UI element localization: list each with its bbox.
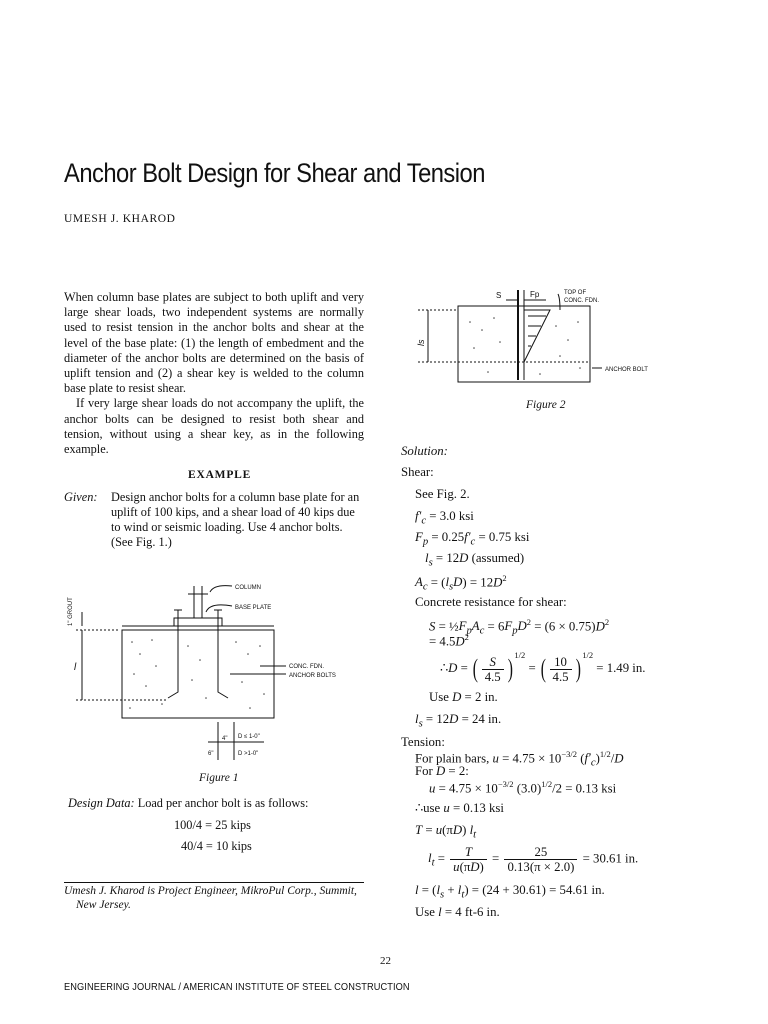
eq-lt-result: = 30.61 in. — [582, 851, 639, 866]
footnote-line-1: Umesh J. Kharod is Project Engineer, MikroPul Corp., Summit, — [64, 885, 357, 897]
article-title: Anchor Bolt Design for Shear and Tension — [64, 158, 485, 188]
eq-fp-mid: = 0.25 — [428, 530, 465, 544]
eq-u-value: /2 = 0.13 ksi — [552, 781, 617, 796]
eq-fp: $F_p = 0.25f'_c = 0.75$ ksi — [415, 530, 530, 548]
eq-l-value: ) = (24 + 30.61) = 54.61 in. — [464, 883, 605, 897]
base-plate-shape — [174, 618, 222, 626]
eq-d: ∴D = ( $\frac{S}{4.5}$ ) $^{1/2}$ = ( $\frac{10}{4.5}$ ) $^{1/2}$ = 1.49 in. — [440, 650, 646, 684]
design-data-row-1: 100/4 = 25 kips — [174, 818, 251, 832]
for-d: For D = 2: — [415, 764, 469, 778]
eq-ls-note: (assumed) — [468, 551, 525, 565]
figure-1-caption: Figure 1 — [199, 772, 239, 784]
eq-ac-value: = 12 — [466, 575, 494, 590]
anchor-bolt-left — [168, 610, 178, 698]
eq-ls-final-value: = 24 in. — [458, 712, 502, 726]
fig1-dim-4in: 4" — [222, 736, 228, 742]
fig2-top-of-label: TOP OF — [564, 290, 587, 296]
fig2-fp-label: Fp — [530, 290, 540, 299]
eq-u-start: = 4.75 × 10 — [435, 781, 498, 796]
eq-s-result-value: = 4.5 — [429, 634, 456, 649]
eq-l: $l = (l_s + l_t) = (24 + 30.61) = 54.61$ in. — [415, 883, 605, 901]
eq-s-result: = $4.5D^2$ — [429, 632, 469, 649]
use-l: Use l = 4 ft-6 in. — [415, 905, 500, 919]
use-u-value: = 0.13 ksi — [449, 801, 504, 815]
fig2-ls-label: ls — [416, 339, 426, 346]
eq-ls-final-mid: = 12 — [422, 712, 450, 726]
use-u: ∴use u = 0.13 ksi — [415, 801, 504, 815]
use-d-value: = 2 in. — [461, 690, 498, 704]
eq-ls-final: $l_s = 12D = 24$ in. — [415, 712, 502, 730]
tension-heading: Tension: — [401, 735, 445, 749]
eq-ls: $l_s = 12D$ (assumed) — [425, 551, 525, 569]
footnote-line-2: New Jersey. — [76, 899, 131, 911]
eq-s-value: = (6 × 0.75) — [531, 619, 596, 634]
fig1-grout-label: 1" GROUT — [68, 597, 74, 626]
eq-u: $u = 4.75 \times 10^{-3/2}$ $(3.0)^{1/2}/2 = 0.13$ ksi — [429, 779, 617, 796]
solution-label: Solution: — [401, 444, 448, 458]
journal-footer: ENGINEERING JOURNAL / AMERICAN INSTITUTE OF STEEL CONSTRUCTION — [64, 981, 410, 993]
fig1-embedment-label: l — [74, 662, 77, 673]
eq-fc: $f'_c = 3.0$ ksi — [415, 509, 474, 527]
eq-s: $S = \frac{1}{2}F_pA_c = 6F_pD^2 = (6 \times 0.75)D^2$ — [429, 617, 610, 637]
eq-lt-den-2: 0.13(π × 2.0) — [507, 860, 575, 874]
given-label: Given: — [64, 490, 98, 504]
eq-s-mid: = ½ — [435, 619, 459, 634]
use-l-label: Use — [415, 905, 435, 919]
footnote — [64, 884, 364, 912]
eq-l-start: = ( — [418, 883, 437, 897]
use-d: Use D = 2 in. — [429, 690, 498, 704]
use-l-value: = 4 ft-6 in. — [441, 905, 500, 919]
design-data-row-2: 40/4 = 10 kips — [181, 839, 252, 853]
fig1-anchor-bolts-label: ANCHOR BOLTS — [289, 673, 336, 679]
eq-ac: $A_c = (l_sD) = 12D^2$ — [415, 573, 507, 593]
eq-u-mid: (3.0) — [513, 781, 542, 796]
use-u-label: ∴use — [415, 801, 441, 815]
figure-1-drawing — [64, 582, 374, 762]
given-text: Design anchor bolts for a column base plate for an uplift of 100 kips, and a shear load of 40 kips due to wind or seismic loading. Use 4 anchor bolts. (See Fig. 1.) — [111, 490, 360, 549]
plain-bars-label: For plain bars, — [415, 751, 490, 766]
intro-paragraph-1: When column base plates are subject to both uplift and very large shear loads, two independent systems are normally used to resist tension in the anchor bolts and shear at the level of the base plate: (1) the length of embedment and the diameter of the anchor bolts are determined on the basis of uplift tension and (2) a shear key is welded to the column base plate to resist shear. — [64, 290, 364, 396]
eq-ac-mid: = ( — [427, 575, 446, 590]
see-fig-2: See Fig. 2. — [415, 487, 470, 501]
eq-ls-mid: = 12 — [432, 551, 460, 565]
example-heading: EXAMPLE — [188, 469, 252, 481]
anchor-bolt-right — [218, 610, 228, 698]
fig2-s-label: S — [496, 291, 502, 300]
fig2-anchor-bolt-label: ANCHOR BOLT — [605, 367, 648, 373]
for-d-label: For — [415, 764, 433, 778]
shear-heading: Shear: — [401, 465, 434, 479]
author-name: UMESH J. KHAROD — [64, 213, 176, 225]
eq-fp-value: = 0.75 ksi — [475, 530, 530, 544]
fig1-d-large-label: D >1-0" — [238, 751, 259, 757]
eq-plain-bars: For plain bars, $u = 4.75 \times 10^{-3/2}$ $(f'_c)^{1/2}/D$ — [415, 749, 624, 769]
intro-text — [64, 290, 364, 457]
design-data-text: Load per anchor bolt is as follows: — [137, 796, 309, 810]
figure-2-caption: Figure 2 — [526, 399, 566, 411]
fig1-dim-6in: 6" — [208, 751, 214, 757]
fig1-d-small-label: D ≤ 1-0" — [238, 734, 260, 740]
eq-lt-num-1: T — [464, 845, 473, 859]
concrete-resistance-heading: Concrete resistance for shear: — [415, 595, 567, 609]
eq-lt: $l_t$ = $\frac{T}{u(\pi D)}$ = $\frac{25}{0.13(\pi \times 2.0)}$ = 30.61 in. — [428, 845, 639, 874]
plain-bars-eq: = 4.75 × 10 — [498, 751, 562, 766]
figure-2-drawing — [410, 286, 680, 390]
page-number: 22 — [380, 955, 391, 967]
fig1-base-plate-label: BASE PLATE — [235, 605, 272, 611]
eq-fc-value: = 3.0 ksi — [426, 509, 474, 523]
fig1-conc-fdn-label: CONC. FDN. — [289, 664, 324, 670]
eq-t: T = u(πD) $l_t$ — [415, 823, 477, 841]
footnote-divider — [64, 882, 364, 883]
fig2-conc-fdn-label: CONC. FDN. — [564, 298, 599, 304]
design-data-line — [68, 796, 308, 811]
eq-d-result: = 1.49 in. — [596, 661, 646, 675]
intro-paragraph-2: If very large shear loads do not accompany the uplift, the anchor bolts can be designed to resist both shear and tension, without using a shear key, as in the following example. — [64, 396, 364, 457]
fig1-column-label: COLUMN — [235, 585, 262, 591]
design-data-label: Design Data: — [68, 796, 135, 810]
eq-lt-num-2: 25 — [504, 845, 577, 860]
for-d-value: = 2: — [445, 764, 469, 778]
